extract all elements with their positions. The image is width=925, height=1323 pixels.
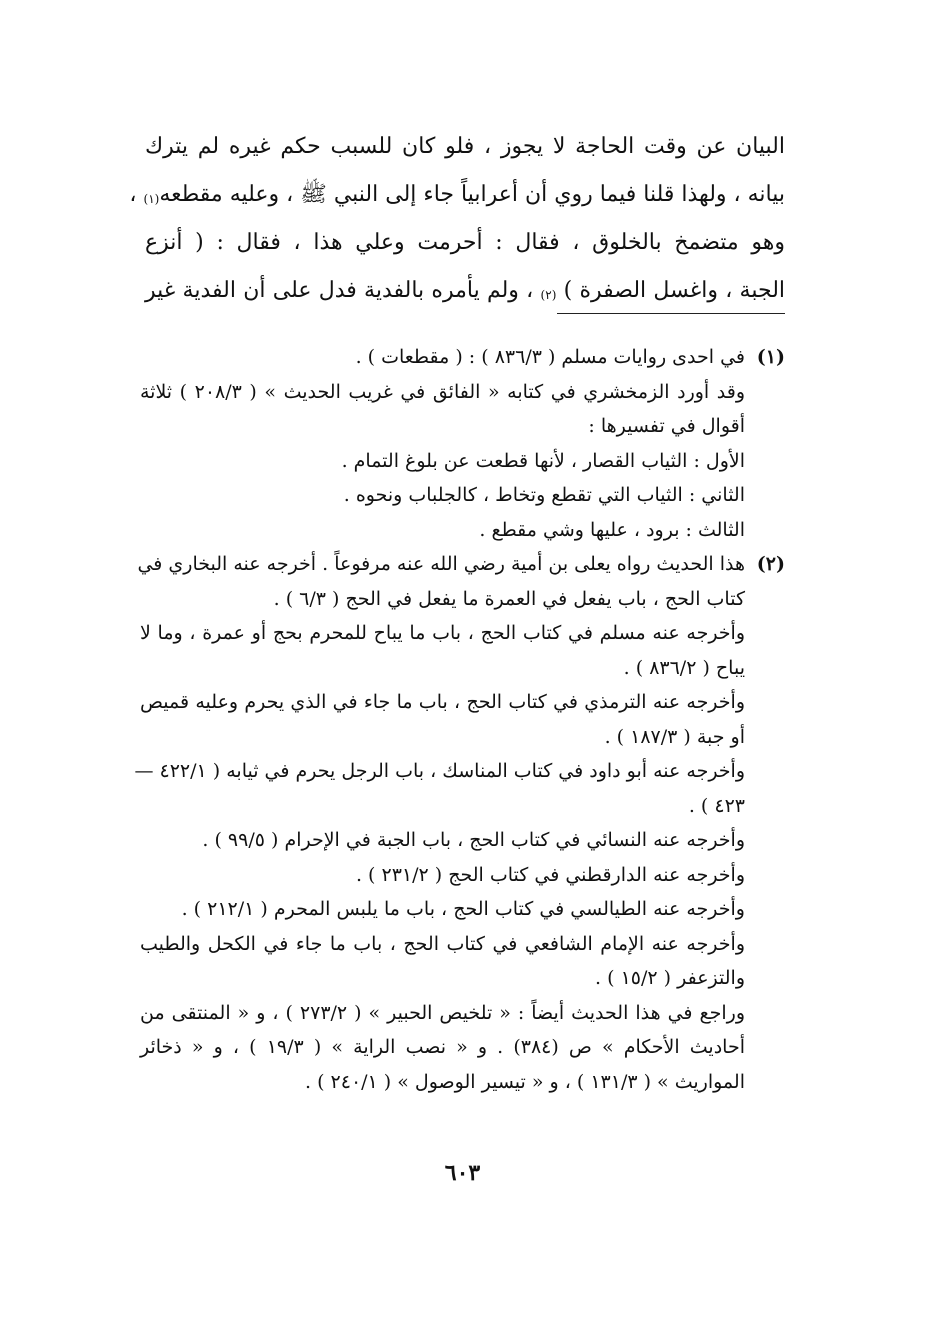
footnote-body <box>134 547 745 1099</box>
main-text-line: البيان عن وقت الحاجة لا يجوز ، فلو كان للسبب حكم غيره لم يترك <box>145 134 785 159</box>
footnote-line: والتزعفر ( ١٥/٢ ) . <box>595 967 745 989</box>
footnote-line: وأخرجه عنه الإمام الشافعي في كتاب الحج ، باب ما جاء في الكحل والطيب <box>140 932 745 955</box>
footnote-line: وقد أورد الزمخشري في كتابه « الفائق في غريب الحديث » ( ٢٠٨/٣ ) ثلاثة <box>140 380 745 403</box>
footnote-line: يباح ( ٨٣٦/٢ ) . <box>623 656 745 679</box>
footnote-line: وأخرجه عنه أبو داود في كتاب المناسك ، باب الرجل يحرم في ثيابه ( ٤٢٢/١ — <box>134 760 745 782</box>
footnote-line: الأول : الثياب القصار ، لأنها قطعت عن بلوغ التمام . <box>341 449 745 472</box>
footnote-line: في احدى روايات مسلم ( ٨٣٦/٣ ) : ( مقطعات ) . <box>355 346 745 368</box>
footnote-line: الثاني : الثياب التي تقطع وتخاط ، كالجلباب ونحوه . <box>343 484 745 506</box>
footnote-ref-2: (٢) <box>540 288 557 302</box>
footnote-number: (٢) <box>756 553 785 575</box>
footnote-line: أو جبة ( ١٨٧/٣ ) . <box>604 725 745 748</box>
main-text-line: الجبة ، واغسل الصفرة ) $^{(٢)}$ ، ولم يأمره بالفدية فدل على أن الفدية غير <box>145 278 786 303</box>
main-text <box>129 123 786 315</box>
footnote-separator <box>557 313 785 314</box>
footnote-line: المواريث » ( ١٣١/٣ ) ، و « تيسير الوصول » ( ٢٤٠/١ ) . <box>305 1070 745 1093</box>
footnote-body <box>140 340 745 547</box>
footnote-line: وأخرجه عنه الطيالسي في كتاب الحج ، باب ما يلبس المحرم ( ٢١٢/١ ) . <box>181 898 745 920</box>
footnote-2 <box>134 547 785 1099</box>
footnote-line: وراجع في هذا الحديث أيضاً : « تلخيص الحبير » ( ٢٧٣/٢ ) ، و « المنتقى من <box>140 1001 745 1024</box>
footnote-ref-1: (١) <box>143 192 160 206</box>
main-text-line: وهو متضمخ بالخلوق ، فقال : أحرمت وعلي هذا ، فقال : ( أنزع <box>145 230 785 255</box>
page-number: ٦٠٣ <box>444 1160 481 1186</box>
footnote-line: ٤٢٣ ) . <box>688 794 745 817</box>
footnote-line: وأخرجه عنه الدارقطني في كتاب الحج ( ٢٣١/٢ ) . <box>355 863 745 886</box>
footnotes <box>134 340 785 1099</box>
footnote-line: وأخرجه عنه الترمذي في كتاب الحج ، باب ما جاء في الذي يحرم وعليه قميص <box>140 691 745 713</box>
footnote-line: كتاب الحج ، باب يفعل في العمرة ما يفعل في الحج ( ٦/٣ ) . <box>273 587 745 610</box>
footnote-line: هذا الحديث رواه يعلى بن أمية رضي الله عنه مرفوعاً . أخرجه عنه البخاري في <box>137 553 745 575</box>
footnote-line: وأخرجه عنه النسائي في كتاب الحج ، باب الجبة في الإحرام ( ٩٩/٥ ) . <box>202 829 745 851</box>
main-text-line: بيانه ، ولهذا قلنا فيما روي أن أعرابياً جاء إلى النبي ﷺ ، وعليه مقطعه$^{(١)}$ ، <box>129 182 785 207</box>
footnote-number: (١) <box>756 346 785 368</box>
footnote-line: أقوال في تفسيرها : <box>588 415 745 437</box>
footnote-line: الثالث : برود ، عليها وشي مقطع . <box>479 518 745 541</box>
footnote-line: وأخرجه عنه مسلم في كتاب الحج ، باب ما يباح للمحرم بحج أو عمرة ، وما لا <box>140 622 745 644</box>
footnote-1 <box>140 340 785 547</box>
footnote-line: أحاديث الأحكام » ص (٣٨٤) . و « نصب الراية » ( ١٩/٣ ) ، و « ذخائر <box>140 1036 745 1058</box>
